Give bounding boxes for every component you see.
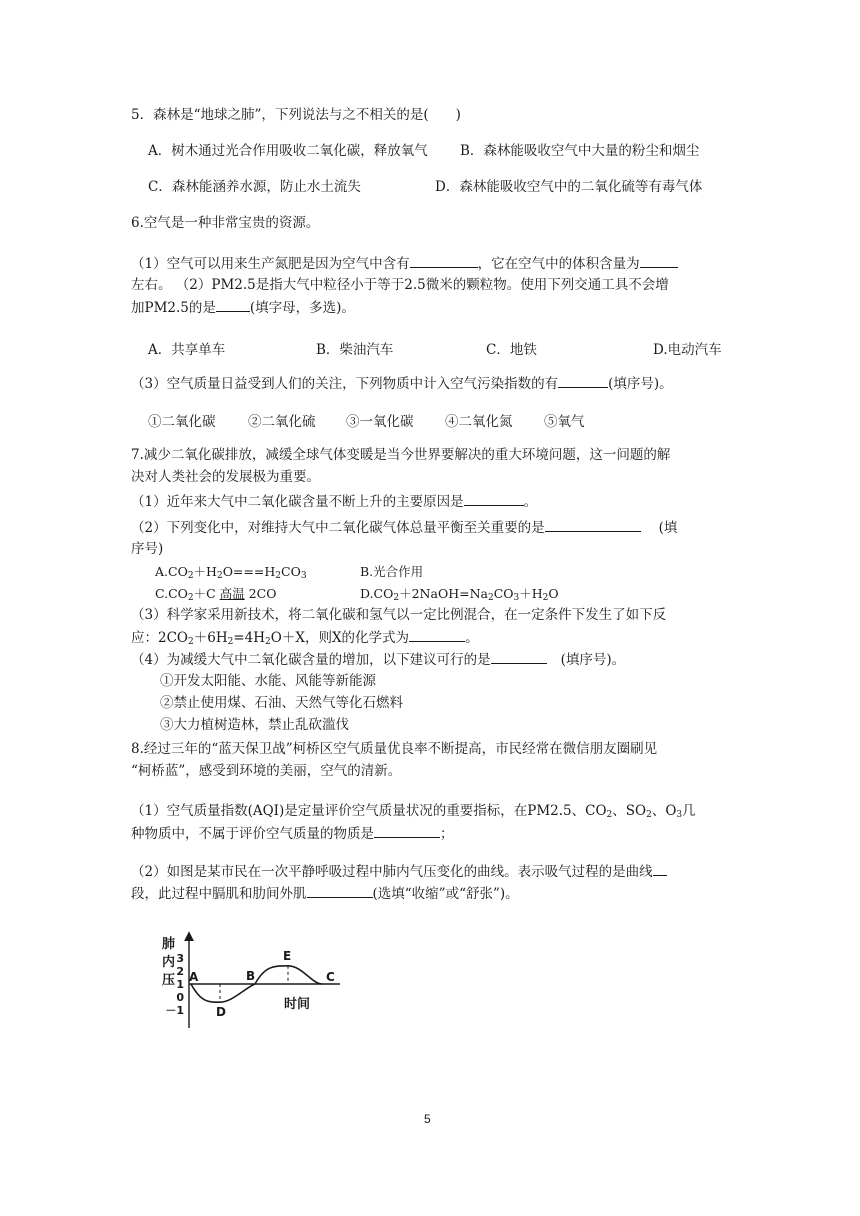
answer-blank[interactable]	[545, 518, 641, 532]
q6-part2-line1: 左右。 （2）PM2.5是指大气中粒径小于等于2.5微米的颗粒物。使用下列交通工具不会增	[131, 277, 669, 293]
answer-blank[interactable]	[409, 628, 465, 642]
point-label-B: B	[246, 969, 256, 983]
q6-part3	[131, 374, 673, 393]
q7-part2	[131, 518, 677, 537]
q6-part1	[131, 254, 678, 273]
lung-pressure-chart	[162, 928, 348, 1034]
q8-part2-text-b: (选填“收缩”或“舒张”)。	[372, 886, 519, 902]
y-axis-label-char: 内	[162, 955, 176, 970]
answer-blank[interactable]	[374, 824, 440, 838]
q6-choice-2: ②二氧化硫	[248, 414, 316, 430]
q6-stem: 6.空气是一种非常宝贵的资源。	[131, 215, 320, 231]
q6-choice-5: ⑤氧气	[544, 414, 585, 430]
y-tick-label: 2	[176, 965, 184, 978]
q6-part1-text-b: ，它在空气中的体积含量为	[477, 256, 640, 272]
q7-part4-text-a: （4）为减缓大气中二氧化碳含量的增加，以下建议可行的是	[131, 652, 491, 668]
q8-part2-text-a: （2）如图是某市民在一次平静呼吸过程中肺内气压变化的曲线。表示吸气过程的是曲线	[131, 864, 653, 880]
q8-part2-line1	[131, 862, 667, 881]
x-axis-label: 时间	[284, 997, 311, 1012]
q7-option-a: $A.CO_2+H_2O===H_2CO_3$	[155, 564, 307, 581]
q6-part3-text-b: (填序号)。	[608, 376, 673, 392]
q8-part1-text-a: 种物质中，不属于评价空气质量的物质是	[131, 826, 374, 842]
answer-blank[interactable]	[653, 862, 667, 876]
answer-blank[interactable]	[464, 492, 524, 506]
y-tick-label: 1	[176, 978, 184, 991]
q7-part3-line2: 应：$2CO_2+6H_2=4H_2O+X$，则X的化学式为 。	[131, 630, 479, 647]
answer-blank[interactable]	[307, 884, 373, 898]
q6-choice-1: ①二氧化碳	[148, 414, 216, 430]
q6-option-b: B．柴油汽车	[316, 342, 394, 358]
q6-part2-text-b: (填字母，多选)。	[249, 300, 355, 316]
point-label-D: D	[216, 1005, 226, 1020]
point-label-C: C	[326, 970, 335, 984]
q7-suggestion-3: ③大力植树造林，禁止乱砍滥伐	[160, 717, 349, 733]
q7-part2-text-a: （2）下列变化中，对维持大气中二氧化碳气体总量平衡至关重要的是	[131, 520, 545, 536]
q8-stem-line1: 8.经过三年的“蓝天保卫战”柯桥区空气质量优良率不断提高，市民经常在微信朋友圈刷见	[131, 741, 658, 757]
q8-part2-text-a: 段，此过程中膈肌和肋间外肌	[131, 886, 307, 902]
y-tick-label: －1	[165, 1004, 184, 1017]
q5-option-a: A．树木通过光合作用吸收二氧化碳，释放氧气	[148, 143, 428, 159]
chart-plot-area	[165, 934, 340, 1028]
q7-option-c: $C.CO_2+C$ 高温 2CO	[155, 586, 277, 603]
q7-suggestion-2: ②禁止使用煤、石油、天然气等化石燃料	[160, 695, 403, 711]
answer-blank[interactable]	[216, 298, 250, 312]
q6-choice-4: ④二氧化氮	[445, 414, 513, 430]
answer-blank[interactable]	[640, 254, 678, 268]
y-axis-label-char: 压	[162, 973, 176, 988]
q5-stem: 5．森林是“地球之肺”，下列说法与之不相关的是( )	[131, 107, 461, 123]
point-label-A: A	[189, 970, 199, 984]
q7-part1-text-b: 。	[523, 494, 538, 510]
q5-option-d: D．森林能吸收空气中的二氧化硫等有毒气体	[435, 179, 703, 195]
q7-part3-line1: （3）科学家采用新技术，将二氧化碳和氢气以一定比例混合，在一定条件下发生了如下反	[131, 607, 667, 623]
y-tick-label: 3	[176, 952, 184, 965]
answer-blank[interactable]	[491, 650, 547, 664]
q7-suggestion-1: ①开发太阳能、水能、风能等新能源	[160, 673, 376, 689]
q7-stem-line2: 决对人类社会的发展极为重要。	[131, 469, 320, 485]
q7-part1	[131, 492, 537, 511]
point-label-E: E	[283, 948, 292, 963]
q6-part2-line2	[131, 298, 355, 317]
q8-stem-line2: “柯桥蓝”，感受到环境的美丽，空气的清新。	[131, 763, 402, 779]
q6-option-a: A．共享单车	[148, 342, 226, 358]
q5-option-b: B．森林能吸收空气中大量的粉尘和烟尘	[460, 143, 700, 159]
q7-part4-text-b: (填序号)。	[560, 652, 626, 668]
q8-part1-line2	[131, 824, 454, 843]
q6-option-d: D.电动汽车	[653, 342, 722, 358]
q7-part2-line2: 序号)	[131, 541, 164, 557]
q7-option-d: $D.CO_2+2NaOH=Na_2CO_3+H_2O$	[360, 586, 559, 603]
answer-blank[interactable]	[410, 254, 478, 268]
answer-blank[interactable]	[558, 374, 608, 388]
q6-choice-3: ③一氧化碳	[346, 414, 414, 430]
q7-option-b: B.光合作用	[360, 564, 424, 579]
y-tick-label: 0	[176, 991, 184, 1004]
page-number: 5	[424, 1112, 431, 1126]
q7-part1-text-a: （1）近年来大气中二氧化碳含量不断上升的主要原因是	[131, 494, 464, 510]
q6-part3-text-a: （3）空气质量日益受到人们的关注，下列物质中计入空气污染指数的有	[131, 376, 559, 392]
q7-part4	[131, 650, 625, 669]
q8-part2-line2	[131, 884, 519, 903]
y-axis-label-char: 肺	[162, 937, 176, 952]
q7-part2-text-b: (填	[658, 520, 678, 536]
q8-part1-line1: （1）空气质量指数(AQI)是定量评价空气质量状况的重要指标，在PM2.5、$CO_2$、$SO_2$、$O_3$几	[131, 803, 696, 820]
q8-part1-text-b: ；	[440, 826, 454, 842]
q7-stem-line1: 7.减少二氧化碳排放，减缓全球气体变暖是当今世界要解决的重大环境问题，这一问题的解	[131, 447, 671, 463]
q6-option-c: C．地铁	[486, 342, 537, 358]
q6-part1-text-a: （1）空气可以用来生产氮肥是因为空气中含有	[131, 256, 410, 272]
q6-part2-text-a: 加PM2.5的是	[131, 300, 216, 316]
q5-option-c: C．森林能涵养水源，防止水土流失	[148, 179, 361, 195]
